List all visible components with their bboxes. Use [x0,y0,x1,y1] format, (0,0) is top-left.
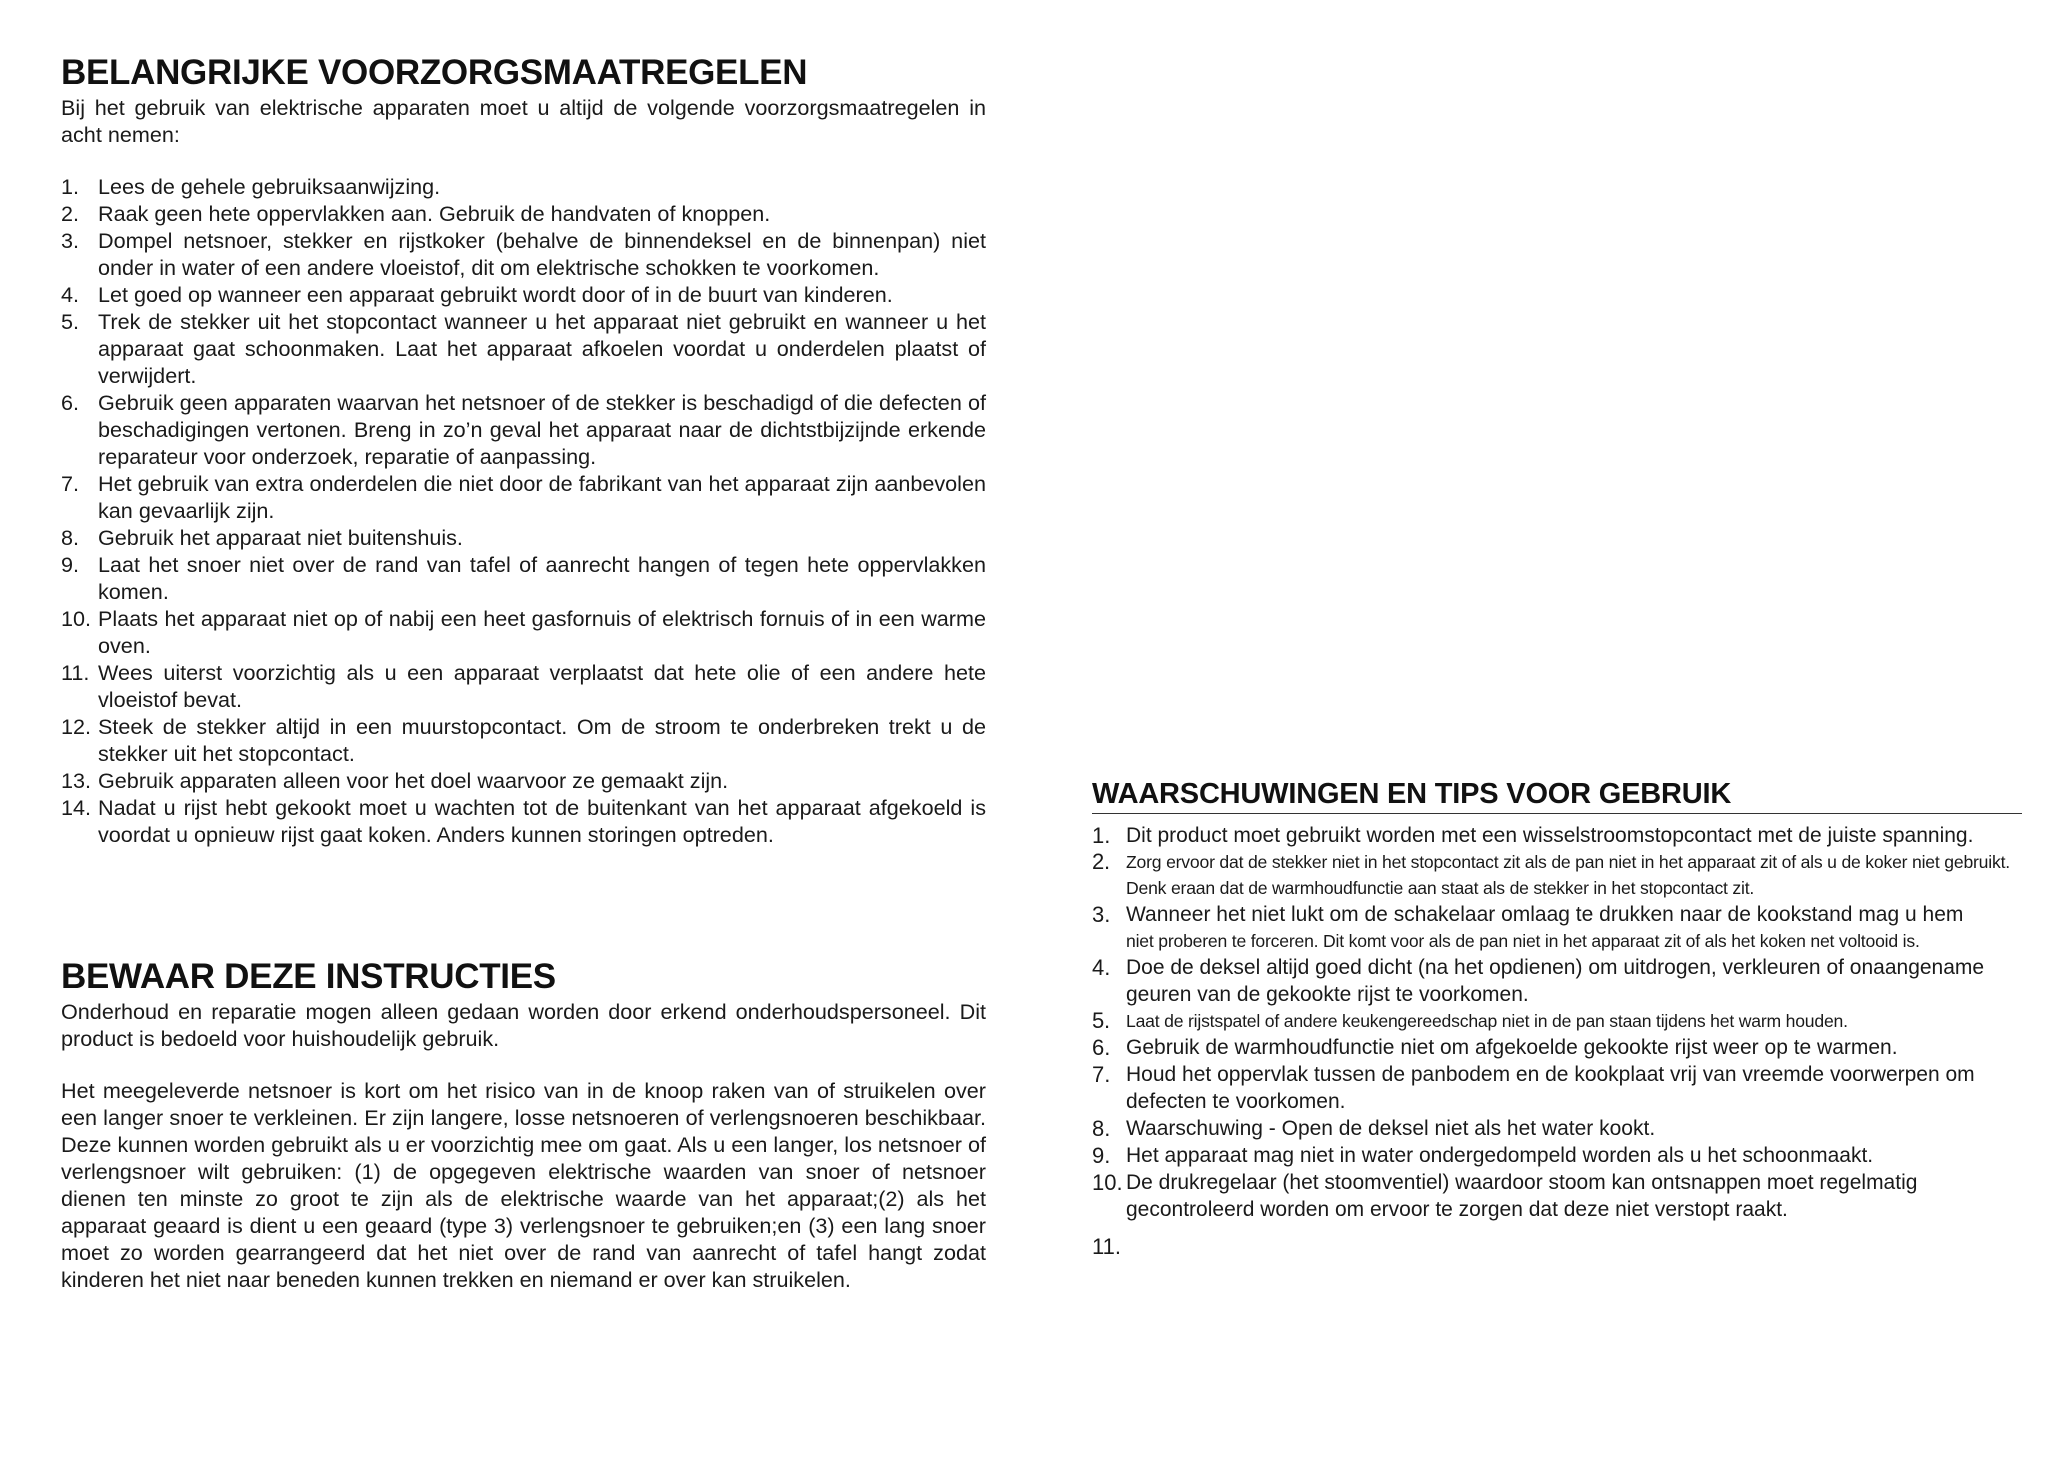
item-text: Waarschuwing - Open de deksel niet als het water kookt. [1126,1117,1656,1140]
item-text: Doe de deksel altijd goed dicht (na het opdienen) om uitdrogen, verkleuren of onaangename geuren van de gekookte rijst te voorkomen. [1126,956,1985,1006]
item-text: Het apparaat mag niet in water ondergedompeld worden als u het schoonmaakt. [1126,1144,1874,1167]
item-text: Laat de rijstspatel of andere keukengereedschap niet in de pan staan tijdens het warm houden. [1126,1011,1848,1031]
warnings-section [1092,776,2022,1259]
item-number: 7. [61,471,80,496]
warnings-title: WAARSCHUWINGEN EN TIPS VOOR GEBRUIK [1092,776,2022,814]
item-number: 11. [61,660,90,685]
item-text: Raak geen hete oppervlakken aan. Gebruik de handvaten of knoppen. [98,201,771,226]
item-number: 14. [61,795,92,820]
list-item [61,389,986,470]
item-number: 8. [1092,1116,1111,1141]
list-item [61,524,986,551]
item-number: 1. [1092,823,1111,848]
item-text: Houd het oppervlak tussen de panbodem en de kookplaat vrij van vreemde voorwerpen om defecten te voorkomen. [1126,1063,1975,1113]
item-number: 2. [61,201,80,226]
item-text: De drukregelaar (het stoomventiel) waardoor stoom kan ontsnappen moet regelmatig gecontroleerd worden om ervoor te zorgen dat deze niet verstopt raakt. [1126,1171,1918,1221]
list-item [61,470,986,524]
list-item [1092,1061,2022,1115]
list-item [61,200,986,227]
item-number: 10. [1092,1170,1123,1195]
item-number: 5. [61,309,80,334]
item-text: Plaats het apparaat niet op of nabij een heet gasfornuis of elektrisch fornuis of in een warme oven. [98,606,986,658]
item-text: Het gebruik van extra onderdelen die niet door de fabrikant van het apparaat zijn aanbevolen kan gevaarlijk zijn. [98,471,986,523]
list-item [1092,1142,2022,1169]
item-text: Lees de gehele gebruiksaanwijzing. [98,174,441,199]
item-number: 11. [1092,1234,1121,1259]
item-text: Laat het snoer niet over de rand van tafel of aanrecht hangen of tegen hete oppervlakken komen. [98,552,986,604]
list-item [61,173,986,200]
right-column [1092,776,2022,1259]
item-text: Dompel netsnoer, stekker en rijstkoker (behalve de binnendeksel en de binnenpan) niet onder in water of een andere vloeistof, dit om elektrische schokken te voorkomen. [98,228,986,280]
item-text: Trek de stekker uit het stopcontact wanneer u het apparaat niet gebruikt en wanneer u het apparaat gaat schoonmaken. Laat het apparaat afkoelen voordat u onderdelen plaatst of verwijdert. [98,309,986,388]
item-number: 3. [61,228,80,253]
item-number: 9. [1092,1143,1111,1168]
list-item [61,308,986,389]
cord-paragraph: Het meegeleverde netsnoer is kort om het risico van in de knoop raken van of struikelen over een langer snoer te verkleinen. Er zijn langere, losse netsnoeren of verlengsnoeren beschikbaar. Deze kunnen worden gebruikt als u er voorzichtig mee om gaat. Als u een langer, los netsnoer of verlengsnoer wilt gebruiken: (1) de opgegeven elektrische waarden van snoer of netsnoer dienen ten minste zo groot te zijn als de elektrische waarde van het apparaat;(2) als het apparaat geaard is dient u een geaard (type 3) verlengsnoer te gebruiken;en (3) een lang snoer moet zo worden gearrangeerd dat het niet over de rand van aanrecht of tafel hangt zodat kinderen het niet naar beneden kunnen trekken en niemand er over kan struikelen. [61,1078,986,1292]
item-text: Gebruik apparaten alleen voor het doel waarvoor ze gemaakt zijn. [98,768,729,793]
item-number: 2. [1092,849,1110,874]
item-number: 9. [61,552,80,577]
warnings-list [1092,822,2022,1259]
item-number: 3. [1092,902,1111,927]
item-number: 7. [1092,1062,1111,1087]
list-item [61,227,986,281]
item-text: Gebruik het apparaat niet buitenshuis. [98,525,463,550]
item-number: 1. [61,174,80,199]
list-item [1092,849,2022,901]
service-paragraph: Onderhoud en reparatie mogen alleen gedaan worden door erkend onderhoudspersoneel. Dit product is bedoeld voor huishoudelijk gebruik. [61,999,986,1051]
item-number: 10. [61,606,92,631]
save-instructions-title: BEWAAR DEZE INSTRUCTIES [61,957,556,996]
list-item [1092,901,2022,954]
list-item [1092,954,2022,1008]
list-item [1092,1034,2022,1061]
item-text-continued: niet proberen te forceren. Dit komt voor als de pan niet in het apparaat zit of als het koken net voltooid is. [1126,931,1920,951]
list-item [61,713,986,767]
item-number: 4. [1092,955,1111,980]
list-item [61,767,986,794]
item-text: Dit product moet gebruikt worden met een wisselstroomstopcontact met de juiste spanning. [1126,824,1974,847]
list-item [1092,1008,2022,1034]
item-number: 13. [61,768,92,793]
item-text: Zorg ervoor dat de stekker niet in het stopcontact zit als de pan niet in het apparaat zit of als u de koker niet gebruikt. Denk eraan dat de warmhoudfunctie aan staat als de stekker in het stopcontact zit. [1126,852,2010,898]
precautions-intro: Bij het gebruik van elektrische apparaten moet u altijd de volgende voorzorgsmaatregelen in acht nemen: [61,95,986,147]
item-text: Let goed op wanneer een apparaat gebruikt wordt door of in de buurt van kinderen. [98,282,893,307]
save-instructions-section [61,956,986,1293]
item-number: 8. [61,525,80,550]
item-number: 6. [61,390,80,415]
item-text: Wees uiterst voorzichtig als u een apparaat verplaatst dat hete olie of een andere hete vloeistof bevat. [98,660,986,712]
item-number: 12. [61,714,92,739]
list-item [61,281,986,308]
list-item [1092,1169,2022,1223]
item-text: Gebruik geen apparaten waarvan het netsnoer of de stekker is beschadigd of die defecten of beschadigingen vertonen. Breng in zo’n geval het apparaat naar de dichtstbijzijnde erkende reparateur voor onderzoek, reparatie of aanpassing. [98,390,986,469]
spacer [61,1052,986,1077]
item-text: Nadat u rijst hebt gekookt moet u wachten tot de buitenkant van het apparaat afgekoeld is voordat u opnieuw rijst gaat koken. Anders kunnen storingen optreden. [98,795,986,847]
list-item [61,605,986,659]
list-item [61,794,986,848]
list-item [61,551,986,605]
item-text: Gebruik de warmhoudfunctie niet om afgekoelde gekookte rijst weer op te warmen. [1126,1036,1898,1059]
item-number: 4. [61,282,80,307]
list-item [1092,1115,2022,1142]
precautions-title: BELANGRIJKE VOORZORGSMAATREGELEN [61,53,808,92]
precautions-section [61,52,986,848]
list-item [61,659,986,713]
item-text: Wanneer het niet lukt om de schakelaar omlaag te drukken naar de kookstand mag u hem [1126,903,1964,926]
item-number: 6. [1092,1035,1111,1060]
list-item [1092,822,2022,849]
precautions-list [61,173,986,848]
spacer [61,148,986,173]
item-number: 5. [1092,1008,1110,1033]
item-text: Steek de stekker altijd in een muurstopcontact. Om de stroom te onderbreken trekt u de stekker uit het stopcontact. [98,714,986,766]
left-column [61,52,986,1293]
